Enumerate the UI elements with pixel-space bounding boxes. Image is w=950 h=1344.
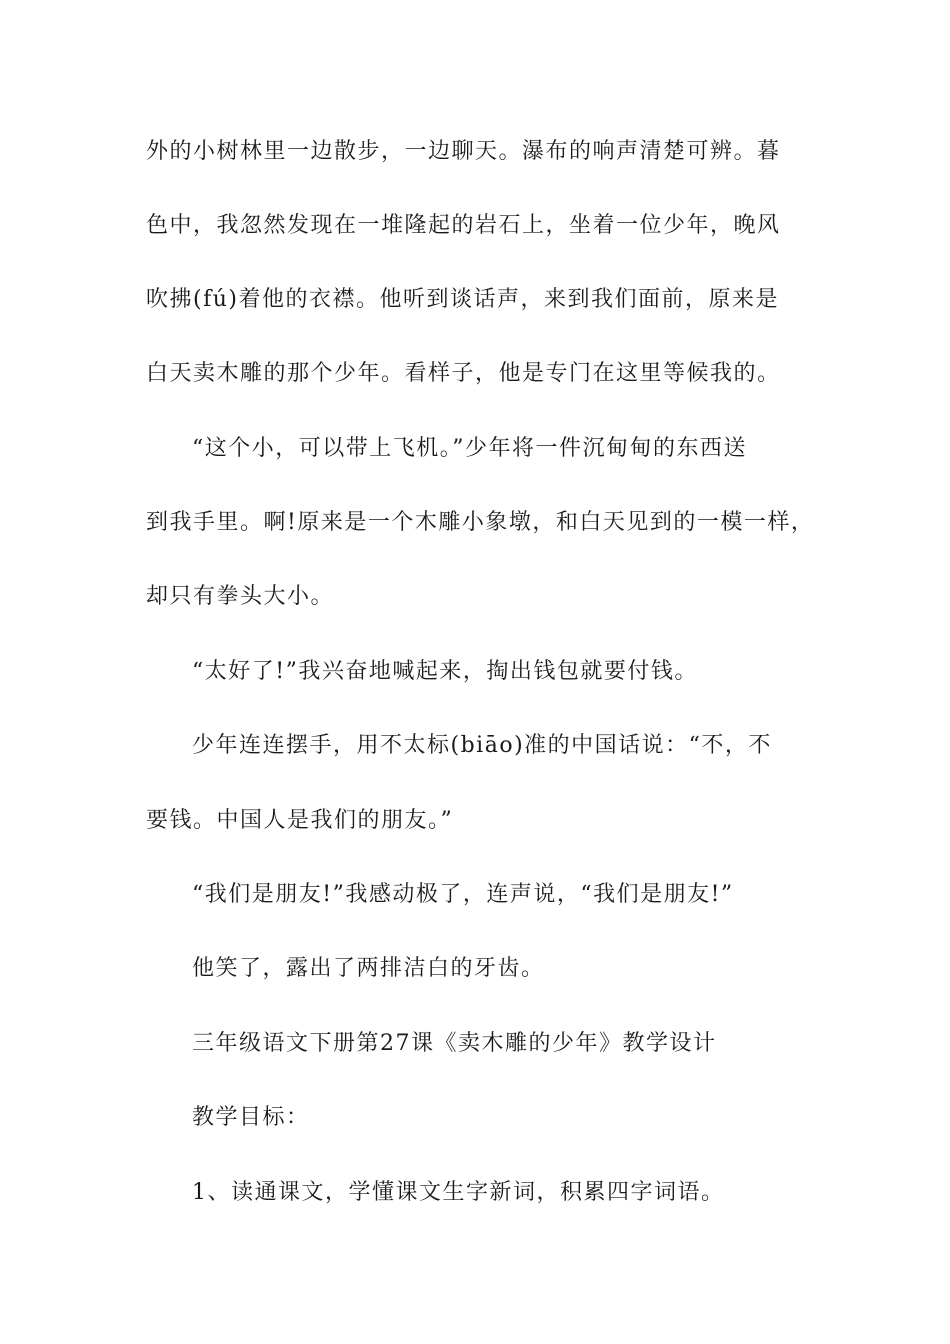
text-line-7: 却只有拳头大小。 bbox=[146, 584, 335, 609]
text-line-6: 到我手里。啊!原来是一个木雕小象墩，和白天见到的一模一样， bbox=[146, 510, 815, 535]
text-line-10: 要钱。中国人是我们的朋友。” bbox=[146, 808, 454, 833]
text-line-11: “我们是朋友!”我感动极了，连声说，“我们是朋友!” bbox=[192, 882, 734, 907]
text-line-1: 外的小树林里一边散步，一边聊天。瀑布的响声清楚可辨。暮 bbox=[146, 139, 781, 164]
section-title: 三年级语文下册第27课《卖木雕的少年》教学设计 bbox=[192, 1031, 717, 1056]
text-line-2: 色中，我忽然发现在一堆隆起的岩石上，坐着一位少年，晚风 bbox=[146, 213, 781, 238]
text-line-9: 少年连连摆手，用不太标(biāo)准的中国话说：“不，不 bbox=[192, 733, 772, 758]
text-line-4: 白天卖木雕的那个少年。看样子，他是专门在这里等候我的。 bbox=[146, 361, 781, 386]
objectives-heading: 教学目标： bbox=[192, 1105, 310, 1130]
text-line-3: 吹拂(fú)着他的衣襟。他听到谈话声，来到我们面前，原来是 bbox=[146, 287, 779, 312]
text-line-12: 他笑了，露出了两排洁白的牙齿。 bbox=[192, 956, 545, 981]
text-line-5: “这个小，可以带上飞机。”少年将一件沉甸甸的东西送 bbox=[192, 436, 747, 461]
text-line-8: “太好了!”我兴奋地喊起来，掏出钱包就要付钱。 bbox=[192, 659, 698, 684]
objective-item-1: 1、读通课文，学懂课文生字新词，积累四字词语。 bbox=[192, 1180, 725, 1205]
